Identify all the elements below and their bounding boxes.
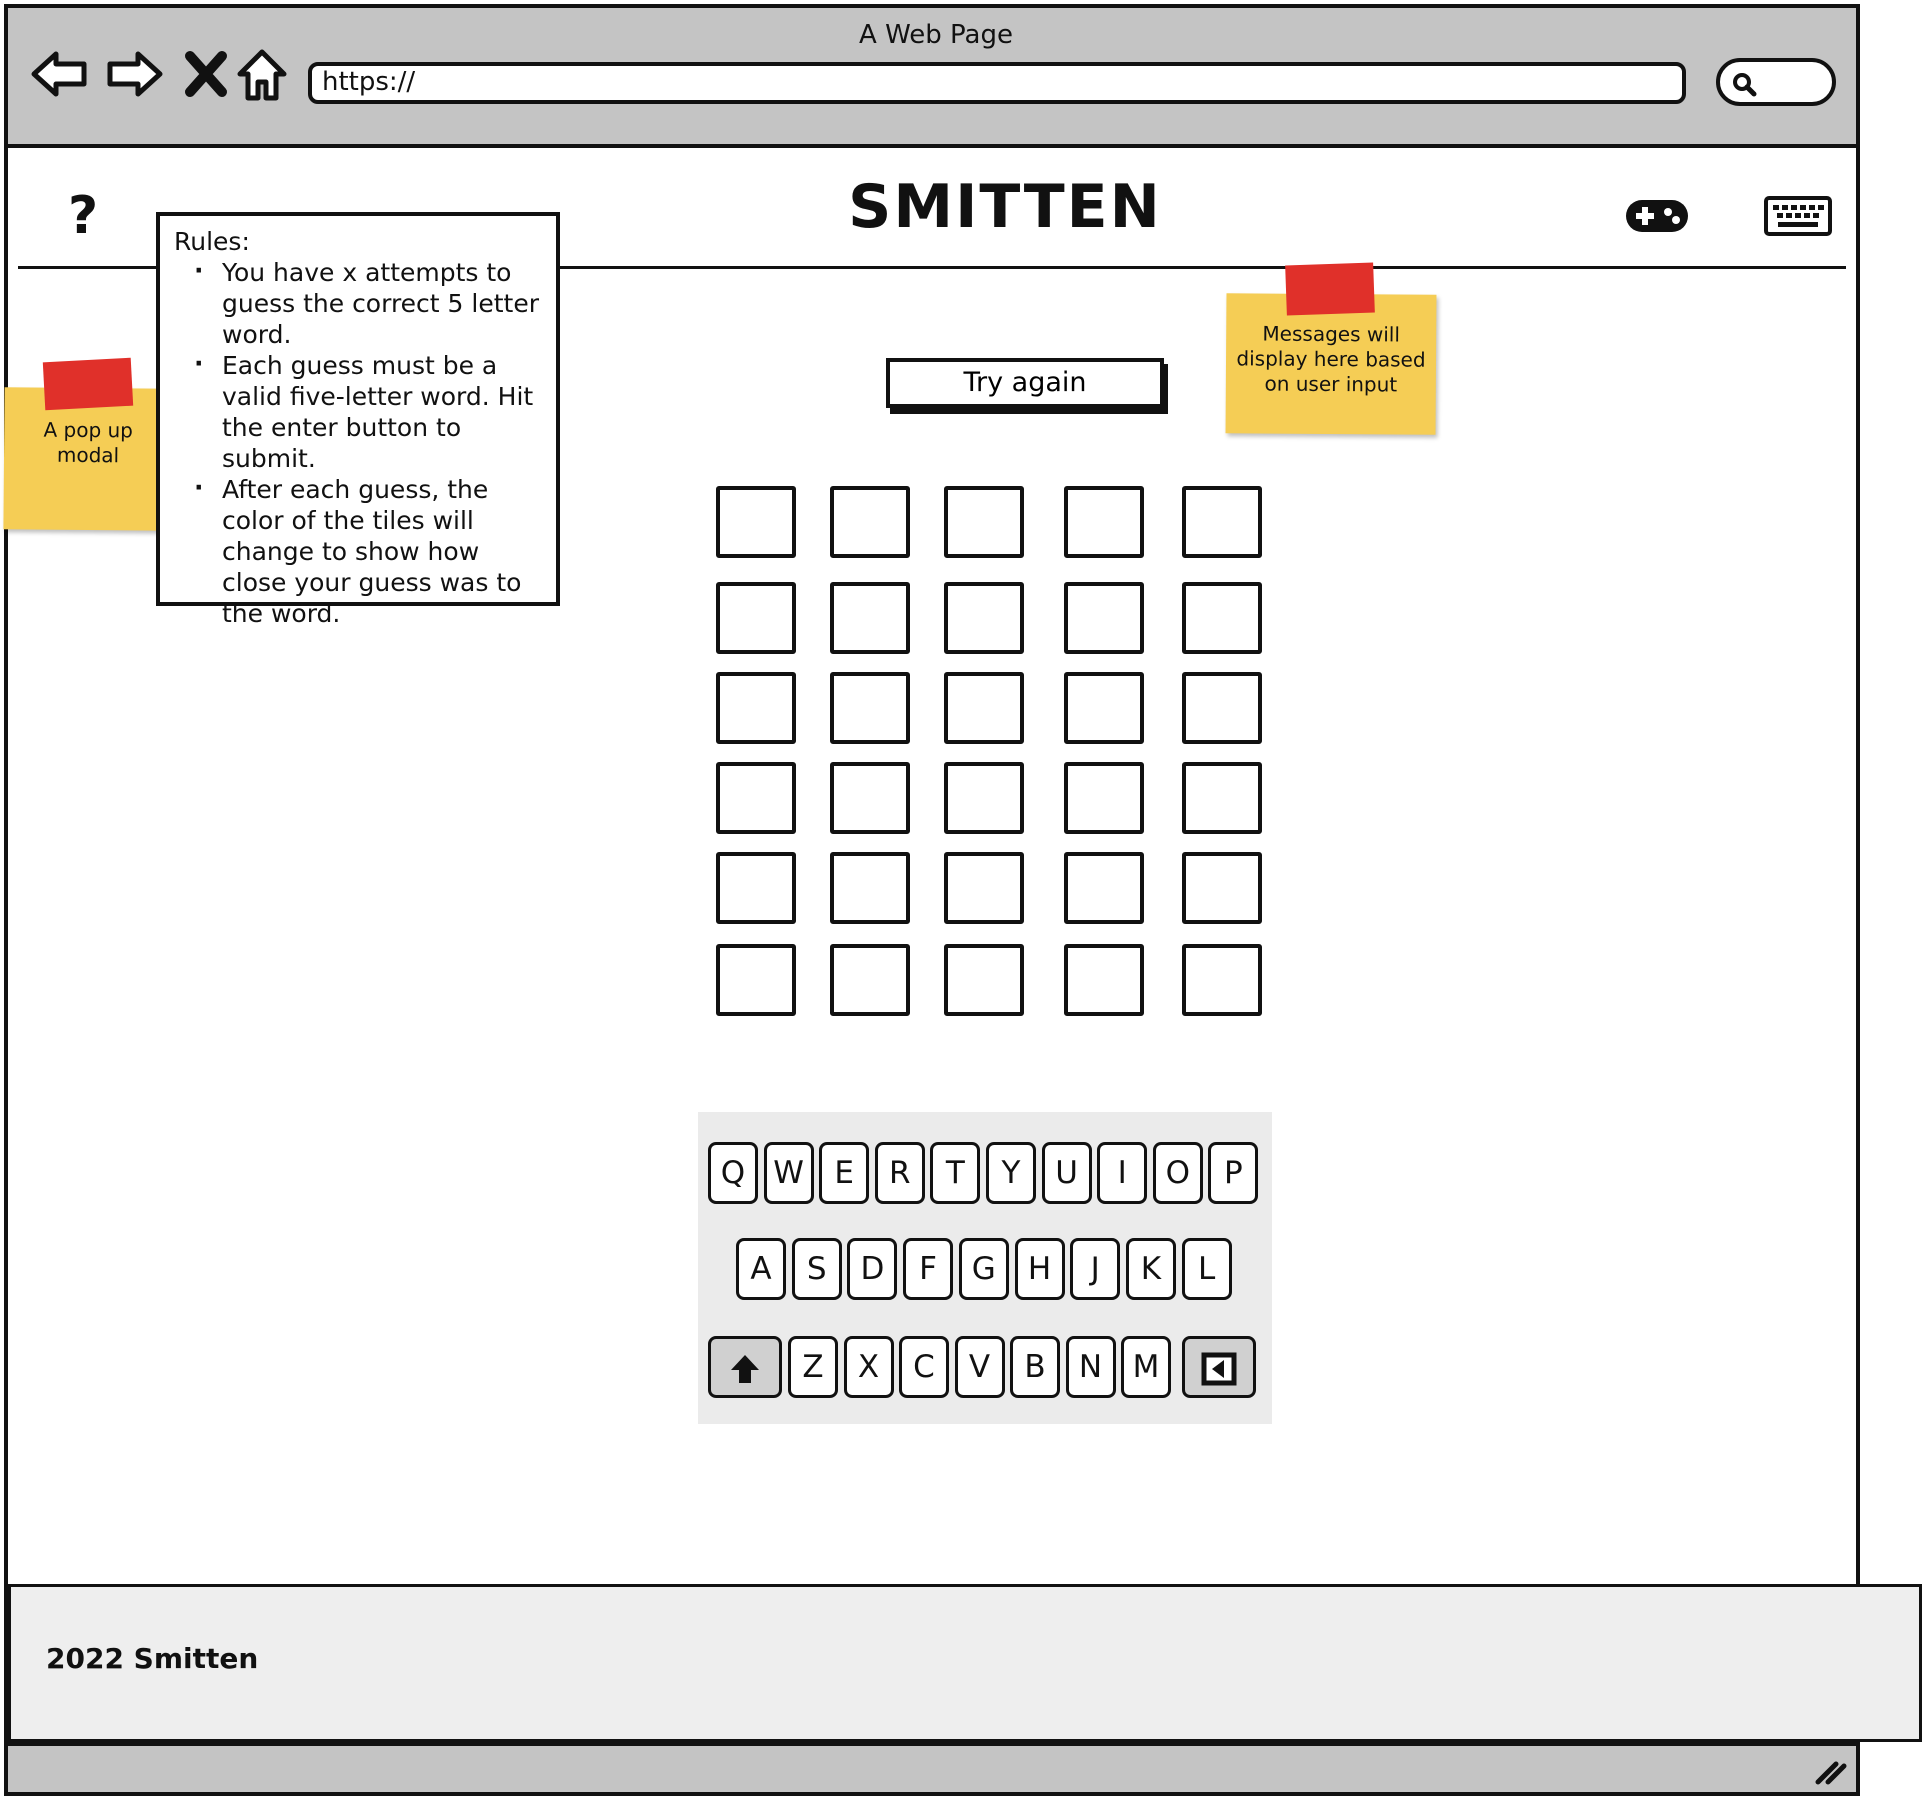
grid-tile (716, 672, 796, 744)
close-x-icon[interactable] (176, 44, 236, 104)
sticky-tape (43, 358, 133, 411)
help-icon[interactable]: ? (68, 186, 99, 246)
key-v[interactable]: V (955, 1336, 1005, 1398)
rules-modal (156, 212, 560, 628)
home-icon[interactable] (232, 44, 292, 104)
key-q[interactable]: Q (708, 1142, 758, 1204)
key-p[interactable]: P (1208, 1142, 1258, 1204)
shift-key[interactable] (708, 1336, 782, 1398)
key-b[interactable]: B (1010, 1336, 1060, 1398)
search-icon (1730, 70, 1758, 98)
key-t[interactable]: T (930, 1142, 980, 1204)
key-n[interactable]: N (1066, 1336, 1116, 1398)
key-c[interactable]: C (899, 1336, 949, 1398)
grid-tile (830, 944, 910, 1016)
rule-item: · Each guess must be a valid five-letter word. Hit the enter button to submit. (222, 350, 546, 474)
key-h[interactable]: H (1015, 1238, 1065, 1300)
back-arrow-icon[interactable] (30, 44, 90, 104)
footer (8, 1584, 1922, 1742)
grid-tile (830, 762, 910, 834)
sticky-note-modal: A pop up modal (3, 387, 172, 530)
key-g[interactable]: G (959, 1238, 1009, 1300)
rule-item: · You have x attempts to guess the correct 5 letter word. (222, 257, 546, 350)
shift-arrow-icon (728, 1352, 762, 1386)
key-y[interactable]: Y (986, 1142, 1036, 1204)
key-e[interactable]: E (819, 1142, 869, 1204)
sticky-note-messages: Messages will display here based on user input (1226, 293, 1437, 434)
grid-tile (716, 944, 796, 1016)
grid-tile (944, 852, 1024, 924)
grid-tile (716, 852, 796, 924)
backspace-key[interactable] (1182, 1336, 1256, 1398)
backspace-icon (1201, 1352, 1237, 1386)
key-m[interactable]: M (1121, 1336, 1171, 1398)
key-d[interactable]: D (847, 1238, 897, 1300)
grid-tile (944, 762, 1024, 834)
key-l[interactable]: L (1182, 1238, 1232, 1300)
keyboard-icon[interactable] (1764, 196, 1832, 236)
key-r[interactable]: R (875, 1142, 925, 1204)
grid-tile (1182, 762, 1262, 834)
footer-copyright: 2022 Smitten (46, 1642, 259, 1675)
grid-tile (1182, 486, 1262, 558)
rules-heading: Rules: (174, 227, 250, 256)
grid-tile (716, 762, 796, 834)
page-title: SMITTEN (848, 172, 1162, 242)
grid-tile (716, 582, 796, 654)
grid-tile (944, 582, 1024, 654)
key-a[interactable]: A (736, 1238, 786, 1300)
try-again-button[interactable]: Try again (886, 358, 1164, 408)
key-k[interactable]: K (1126, 1238, 1176, 1300)
key-x[interactable]: X (844, 1336, 894, 1398)
rule-item: · After each guess, the color of the tiles will change to show how close your guess was to the word. (222, 474, 546, 629)
key-f[interactable]: F (903, 1238, 953, 1300)
grid-tile (830, 486, 910, 558)
grid-tile (1064, 672, 1144, 744)
grid-tile (716, 486, 796, 558)
grid-tile (1064, 852, 1144, 924)
grid-tile (944, 486, 1024, 558)
grid-tile (944, 944, 1024, 1016)
grid-tile (1182, 582, 1262, 654)
key-z[interactable]: Z (788, 1336, 838, 1398)
browser-search-box[interactable] (1716, 58, 1836, 106)
grid-tile (944, 672, 1024, 744)
key-i[interactable]: I (1097, 1142, 1147, 1204)
grid-tile (1064, 486, 1144, 558)
window-title: A Web Page (859, 20, 1013, 50)
key-j[interactable]: J (1070, 1238, 1120, 1300)
grid-tile (1182, 852, 1262, 924)
grid-tile (1182, 672, 1262, 744)
key-w[interactable]: W (764, 1142, 814, 1204)
sticky-tape (1285, 262, 1375, 315)
forward-arrow-icon[interactable] (104, 44, 164, 104)
key-s[interactable]: S (792, 1238, 842, 1300)
key-u[interactable]: U (1042, 1142, 1092, 1204)
grid-tile (1064, 762, 1144, 834)
grid-tile (1064, 582, 1144, 654)
grid-tile (830, 852, 910, 924)
resize-grip-icon[interactable] (1814, 1758, 1848, 1786)
grid-tile (830, 672, 910, 744)
browser-status-bar (4, 1742, 1860, 1796)
gamepad-icon[interactable] (1624, 196, 1690, 236)
key-o[interactable]: O (1153, 1142, 1203, 1204)
grid-tile (1182, 944, 1262, 1016)
grid-tile (830, 582, 910, 654)
grid-tile (1064, 944, 1144, 1016)
rules-list (174, 257, 546, 629)
url-bar[interactable]: https:// (308, 62, 1686, 104)
